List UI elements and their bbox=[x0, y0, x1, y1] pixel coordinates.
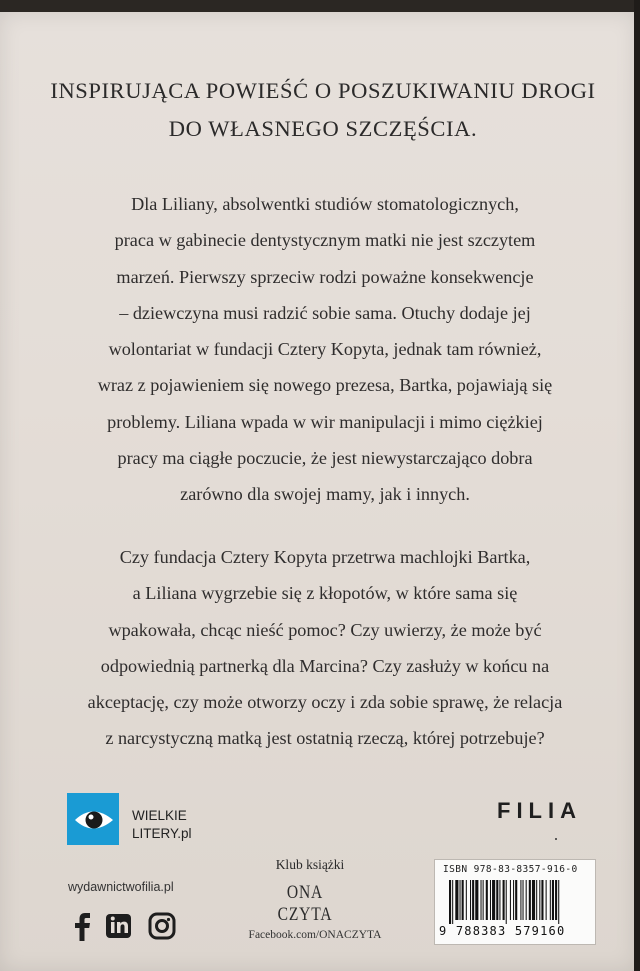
photo-border-right bbox=[634, 0, 640, 971]
barcode-bar bbox=[515, 880, 517, 920]
linkedin-icon bbox=[104, 909, 134, 941]
blurb-line: pracy ma ciągłe poczucie, że jest niewystarczająco dobra bbox=[117, 448, 533, 469]
photo-border-top bbox=[0, 0, 640, 12]
barcode-bar bbox=[536, 880, 537, 920]
publisher-website: wydawnictwofilia.pl bbox=[68, 880, 174, 894]
ona-czyta-line-2: CZYTA bbox=[277, 904, 333, 925]
wielkie-litery-line-2: LITERY.pl bbox=[132, 826, 192, 841]
blurb-line: – dziewczyna musi radzić sobie sama. Otuchy dodaje jej bbox=[119, 302, 531, 323]
barcode-bar bbox=[513, 880, 514, 920]
barcode-bar bbox=[492, 880, 495, 920]
blurb-line: zarówno dla swojej mamy, jak i innych. bbox=[180, 484, 470, 505]
barcode-bar bbox=[481, 880, 482, 920]
blurb-paragraph-2 bbox=[60, 539, 590, 757]
barcode-bar bbox=[546, 880, 547, 920]
blurb-line: a Liliana wygrzebie się z kłopotów, w które sama się bbox=[132, 583, 518, 604]
barcode-bar bbox=[510, 880, 511, 920]
blurb-line: odpowiednią partnerką dla Marcina? Czy zasłuży w końcu na bbox=[100, 655, 550, 676]
barcode-bar bbox=[558, 880, 559, 924]
blurb-line: praca w gabinecie dentystycznym matki nie jest szczytem bbox=[114, 230, 536, 251]
blurb-line: akceptację, czy może otworzy oczy i zda sobie sprawę, że relacja bbox=[87, 692, 563, 713]
decorative-dot bbox=[555, 838, 557, 840]
ona-czyta-line-1: ONA bbox=[286, 882, 324, 903]
barcode-bar bbox=[503, 880, 505, 920]
book-back-cover bbox=[0, 12, 636, 971]
tagline-line-2: DO WŁASNEGO SZCZĘŚCIA. bbox=[168, 116, 478, 141]
blurb-paragraph-1 bbox=[60, 186, 590, 513]
blurb-line: z narcystyczną matką jest ostatnią rzeczą, której potrzebuje? bbox=[105, 728, 545, 749]
barcode-bar bbox=[483, 880, 484, 920]
blurb-line: problemy. Liliana wpada w wir manipulacji i mimo ciężkiej bbox=[107, 411, 543, 432]
barcode-bar bbox=[552, 880, 554, 920]
barcode bbox=[441, 880, 589, 924]
wielkie-litery-text bbox=[132, 807, 192, 843]
publisher-logo: FILIA bbox=[497, 798, 582, 823]
barcode-bar bbox=[462, 880, 464, 920]
wielkie-litery-line-1: WIELKIE bbox=[132, 808, 187, 823]
barcode-bar bbox=[506, 880, 507, 924]
barcode-bar bbox=[460, 880, 461, 920]
barcode-bar bbox=[532, 880, 535, 920]
blurb-line: wolontariat w fundacji Cztery Kopyta, jednak tam również, bbox=[108, 339, 542, 360]
eye-icon bbox=[67, 793, 119, 845]
barcode-bar bbox=[550, 880, 551, 920]
barcode-bar bbox=[490, 880, 491, 920]
blurb-line: Czy fundacja Cztery Kopyta przetrwa machlojki Bartka, bbox=[119, 547, 531, 567]
blurb-line: marzeń. Pierwszy sprzeciw rodzi poważne konsekwencje bbox=[116, 266, 534, 287]
instagram-icon bbox=[147, 909, 177, 941]
ona-czyta-logo bbox=[264, 882, 346, 926]
barcode-bar bbox=[466, 880, 467, 920]
barcode-bar bbox=[486, 880, 488, 920]
book-club-label: Klub książki bbox=[275, 857, 345, 872]
barcode-bar bbox=[539, 880, 540, 920]
barcode-bar bbox=[541, 880, 543, 920]
barcode-bar bbox=[520, 880, 521, 920]
barcode-digits: 9 788383 579160 bbox=[439, 924, 566, 938]
blurb-line: Dla Liliany, absolwentki studiów stomatologicznych, bbox=[131, 194, 519, 214]
barcode-bar bbox=[470, 880, 471, 920]
barcode-bar bbox=[529, 880, 531, 920]
barcode-bar bbox=[496, 880, 498, 920]
barcode-bar bbox=[472, 880, 474, 920]
barcode-bar bbox=[452, 880, 453, 924]
club-facebook-link: Facebook.com/ONACZYTA bbox=[248, 929, 382, 941]
blurb-line: wraz z pojawieniem się nowego prezesa, Bartka, pojawiają się bbox=[97, 375, 553, 396]
isbn-label: ISBN 978-83-8357-916-0 bbox=[443, 864, 578, 875]
barcode-bar bbox=[555, 880, 557, 920]
barcode-bar bbox=[475, 880, 478, 920]
wielkie-litery-logo bbox=[67, 793, 119, 845]
barcode-bar bbox=[499, 880, 500, 920]
tagline bbox=[40, 72, 606, 148]
barcode-bar bbox=[455, 880, 458, 920]
barcode-bar bbox=[449, 880, 451, 924]
blurb-line: wpakowała, chcąc nieść pomoc? Czy uwierzy, że może być bbox=[108, 619, 542, 640]
barcode-sticker bbox=[434, 859, 596, 945]
barcode-bar bbox=[526, 880, 527, 920]
barcode-bar bbox=[523, 880, 524, 920]
facebook-icon bbox=[67, 909, 97, 941]
tagline-line-1: INSPIRUJĄCA POWIEŚĆ O POSZUKIWANIU DROGI bbox=[50, 78, 596, 103]
